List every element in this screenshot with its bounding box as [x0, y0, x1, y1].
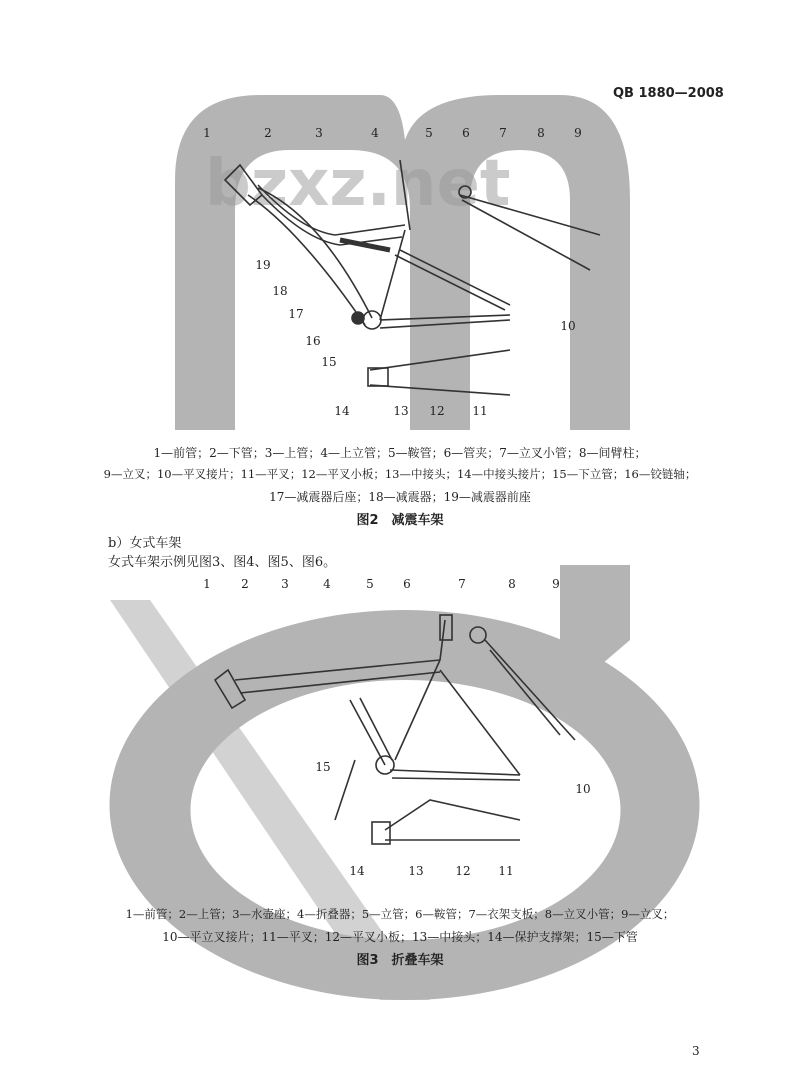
callout-number: 11	[472, 404, 488, 418]
callout-number: 11	[498, 864, 514, 878]
callout-number: 17	[288, 307, 304, 321]
callout-number: 6	[403, 577, 411, 591]
callout-number: 3	[315, 126, 323, 140]
callout-number: 6	[462, 126, 470, 140]
section-heading: b）女式车架	[108, 536, 182, 551]
figure3-caption: 图3 折叠车架	[356, 953, 444, 968]
callout-number: 5	[366, 577, 374, 591]
figure3-legend-line1: 1—前管；2—上管；3—水壶座；4—折叠器；5—立管；6—鞍管；7—衣架支板；8—立叉小管；9—立叉；	[125, 907, 675, 921]
callout-number: 14	[334, 404, 350, 418]
figure2-caption: 图2 减震车架	[356, 513, 444, 528]
section-text: 女式车架示例见图3、图4、图5、图6。	[108, 555, 337, 570]
callout-number: 10	[575, 782, 591, 796]
callout-number: 7	[458, 577, 466, 591]
page-number: 3	[692, 1044, 700, 1058]
callout-number: 13	[408, 864, 424, 878]
callout-number: 5	[425, 126, 433, 140]
callout-number: 4	[323, 577, 331, 591]
callout-number: 12	[429, 404, 445, 418]
figure2-legend-line2: 9—立叉；10—平叉接片；11—平叉；12—平叉小板；13—中接头；14—中接头接片；15—下立管；16—铰链轴；	[103, 467, 697, 481]
figure3-frame-drawing	[215, 615, 575, 844]
callout-number: 10	[560, 319, 576, 333]
callout-number: 13	[393, 404, 409, 418]
callout-number: 16	[305, 334, 321, 348]
watermark-text: bzxz.net	[205, 147, 511, 221]
callout-number: 8	[537, 126, 545, 140]
callout-number: 1	[203, 577, 211, 591]
callout-number: 18	[272, 284, 288, 298]
figure2-frame-drawing	[225, 160, 600, 395]
callout-number: 12	[455, 864, 471, 878]
callout-number: 3	[281, 577, 289, 591]
figure3-legend-line2: 10—平立叉接片；11—平叉；12—平叉小板；13—中接头；14—保护支撑架；15—下管	[162, 930, 638, 944]
callout-number: 8	[508, 577, 516, 591]
callout-number: 15	[315, 760, 331, 774]
callout-number: 15	[321, 355, 337, 369]
callout-number: 2	[241, 577, 249, 591]
callout-number: 9	[574, 126, 582, 140]
figure2-legend-line3: 17—减震器后座；18—减震器；19—减震器前座	[269, 490, 531, 504]
callout-number: 19	[255, 258, 271, 272]
callout-number: 4	[371, 126, 379, 140]
callout-number: 14	[349, 864, 365, 878]
figure2-legend-line1: 1—前管；2—下管；3—上管；4—上立管；5—鞍管；6—管夹；7—立叉小管；8—间臂柱；	[153, 446, 647, 460]
callout-number: 2	[264, 126, 272, 140]
standard-number: QB 1880—2008	[613, 86, 724, 101]
callout-number: 9	[552, 577, 560, 591]
callout-number: 7	[499, 126, 507, 140]
callout-number: 1	[203, 126, 211, 140]
